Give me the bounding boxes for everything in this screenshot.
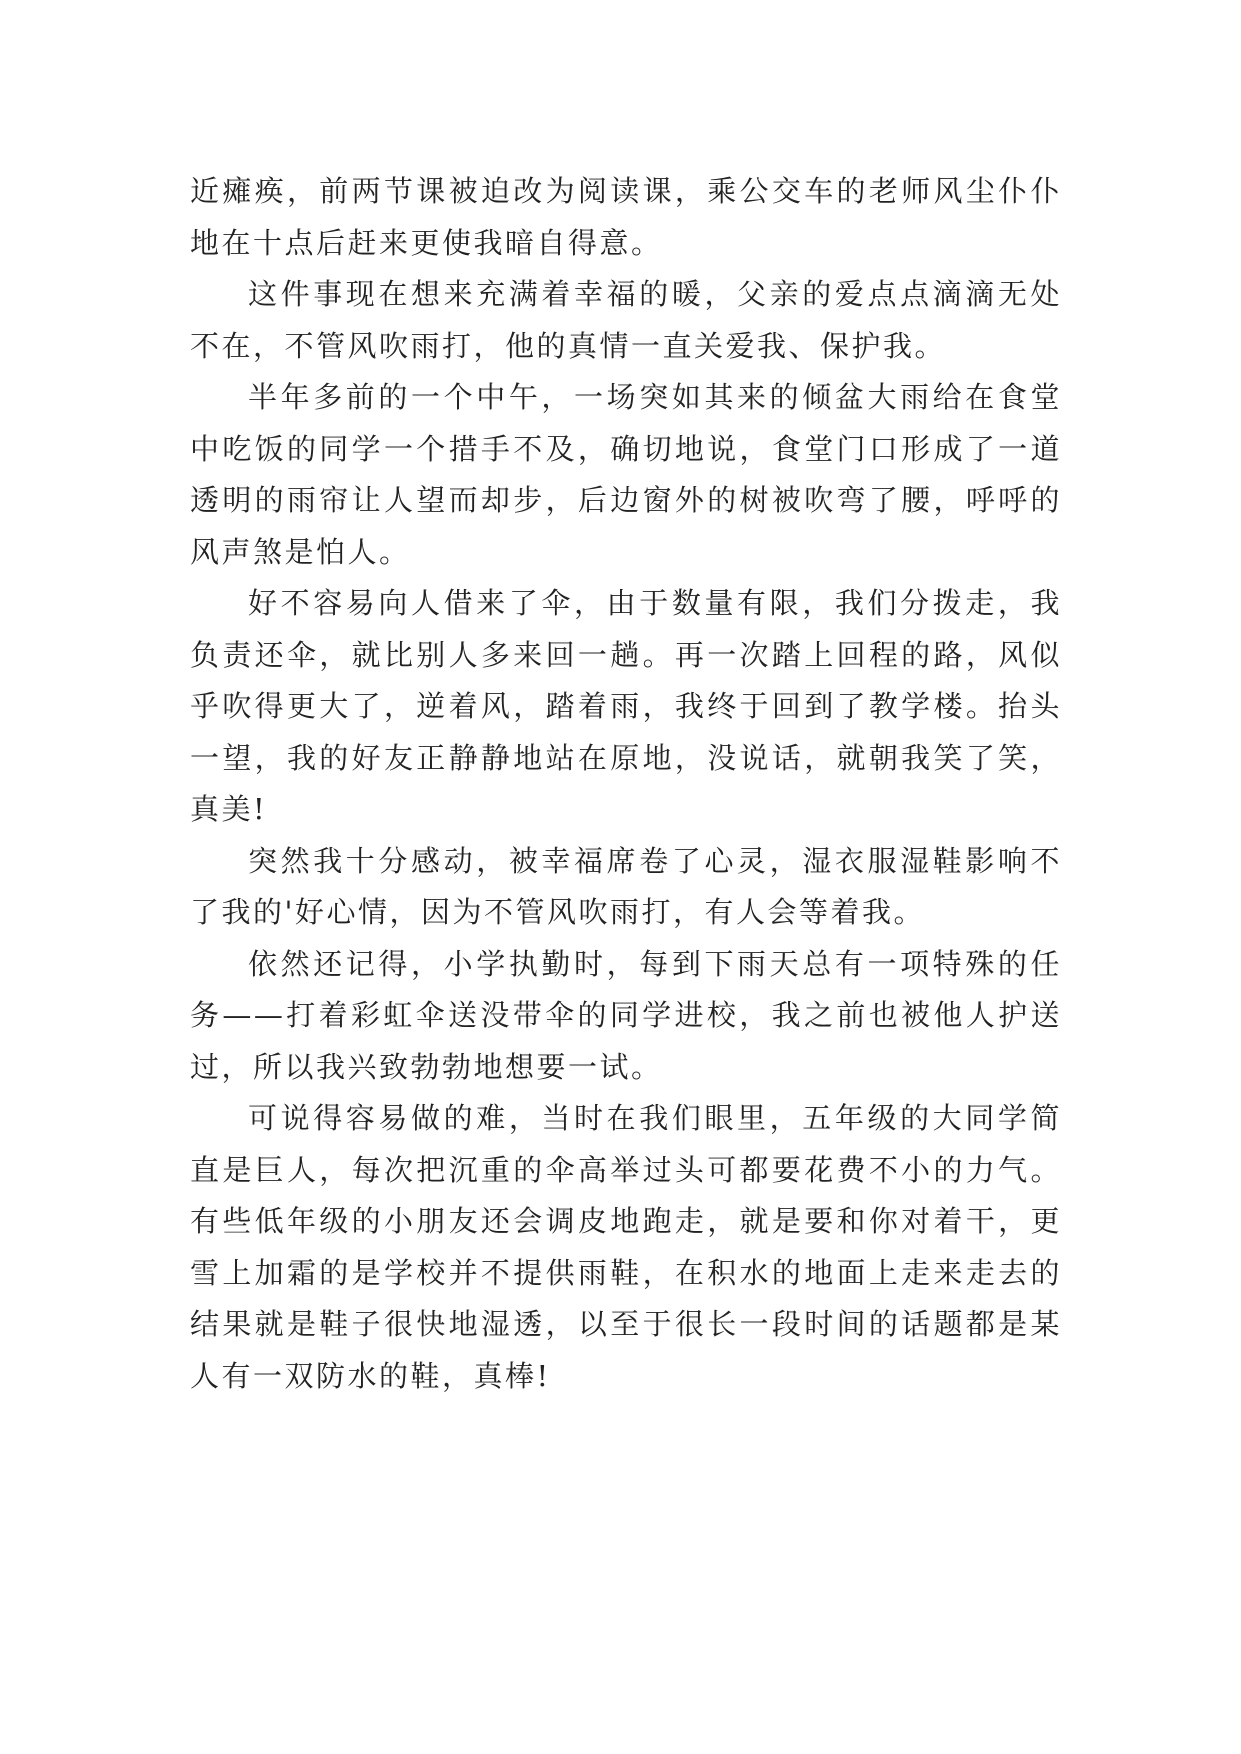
paragraph-4: 好不容易向人借来了伞，由于数量有限，我们分拨走，我负责还伞，就比别人多来回一趟。再一次踏上回程的路，风似乎吹得更大了，逆着风，踏着雨，我终于回到了教学楼。抬头一望，我的好友正静静地站在原地，没说话，就朝我笑了笑，真美! [190,586,1062,826]
paragraph-7: 可说得容易做的难，当时在我们眼里，五年级的大同学简直是巨人，每次把沉重的伞高举过头可都要花费不小的力气。有些低年级的小朋友还会调皮地跑走，就是要和你对着干，更雪上加霜的是学校并不提供雨鞋，在积水的地面上走来走去的结果就是鞋子很快地湿透，以至于很长一段时间的话题都是某人有一双防水的鞋，真棒! [190,1101,1062,1393]
paragraph-6: 依然还记得，小学执勤时，每到下雨天总有一项特殊的任务——打着彩虹伞送没带伞的同学进校，我之前也被他人护送过，所以我兴致勃勃地想要一试。 [190,946,1062,1084]
paragraph-2: 这件事现在想来充满着幸福的暖，父亲的爱点点滴滴无处不在，不管风吹雨打，他的真情一直关爱我、保护我。 [190,277,1062,363]
paragraph-5: 突然我十分感动，被幸福席卷了心灵，湿衣服湿鞋影响不了我的'好心情，因为不管风吹雨打，有人会等着我。 [190,843,1062,929]
paragraph-3: 半年多前的一个中午，一场突如其来的倾盆大雨给在食堂中吃饭的同学一个措手不及，确切地说，食堂门口形成了一道透明的雨帘让人望而却步，后边窗外的树被吹弯了腰，呼呼的风声煞是怕人。 [190,380,1062,569]
paragraph-1-continued: 近瘫痪，前两节课被迫改为阅读课，乘公交车的老师风尘仆仆地在十点后赶来更使我暗自得意。 [190,174,1062,260]
body-text [190,166,1062,1402]
